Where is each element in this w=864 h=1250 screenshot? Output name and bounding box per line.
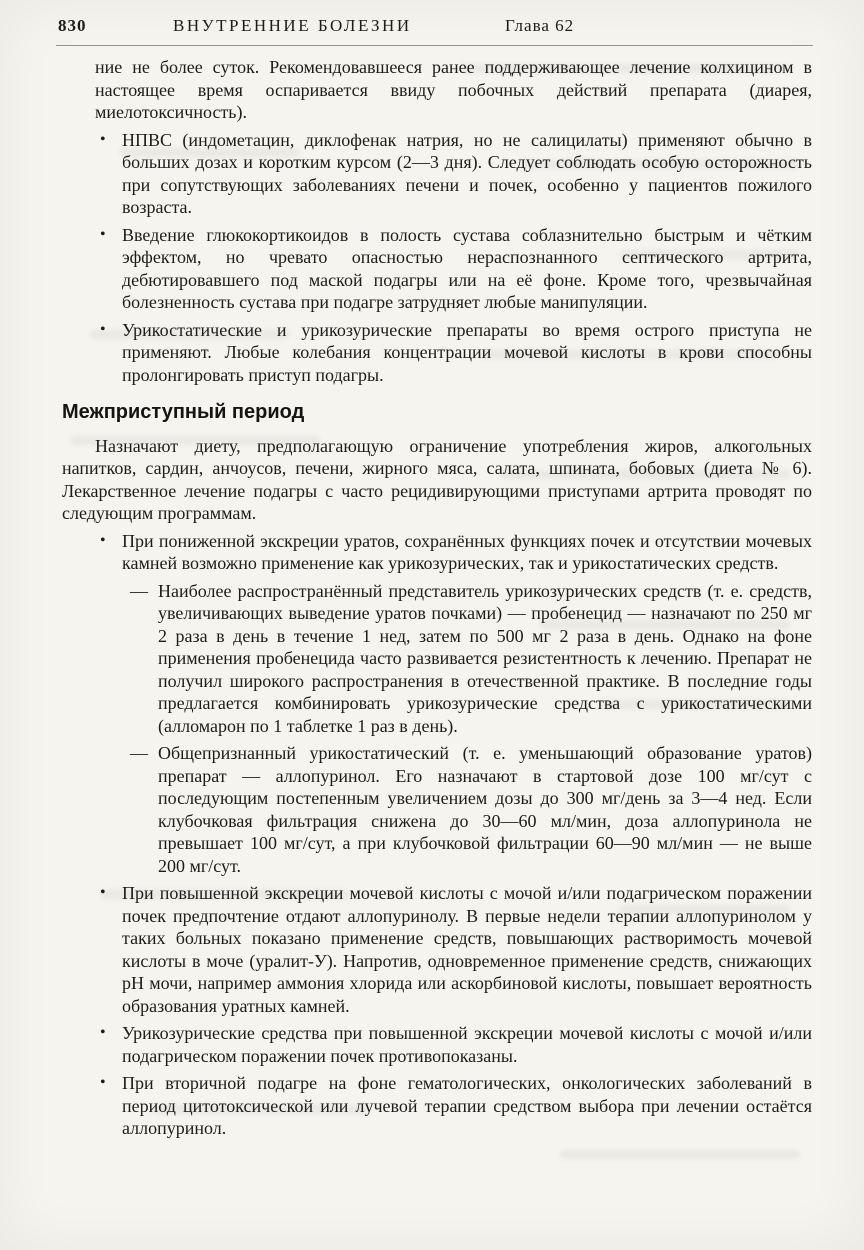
sub-list-item	[130, 742, 812, 877]
continuation-paragraph: ние не более суток. Рекомендовавшееся ранее поддерживающее лечение колхицином в настоящее время оспаривается ввиду побочных действий препарата (диарея, миелотоксичность).	[95, 57, 812, 122]
header-rule	[56, 45, 813, 46]
list-item-text: Урикостатические и урикозурические препараты во время острого приступа не применяют. Любые колебания концентрации мочевой кислоты в крови способны пролонгировать приступ подагры.	[122, 319, 812, 385]
list-item-text: Урикозурические средства при повышенной экскреции мочевой кислоты с мочой и/или подагрическом поражении почек противопоказаны.	[122, 1023, 812, 1066]
list-item-text: Введение глюкокортикоидов в полость сустава соблазнительно быстрым и чётким эффектом, но чревато опасностью нераспознанного септического артрита, дебютировавшего под маской подагры или на её фоне. Кроме того, чрезвычайная болезненность сустава при подагре затрудняет любые манипуляции.	[122, 224, 812, 312]
list-item-text: При пониженной экскреции уратов, сохранённых функциях почек и отсутствии мочевых камней возможно применение как урикозурических, так и урикостатических средств.	[122, 530, 812, 573]
page-body	[62, 56, 812, 1145]
sub-list-item-text: Наиболее распространённый представитель урикозурических средств (т. е. средств, увеличивающих выведение уратов почками) — пробенецид — назначают по 250 мг 2 раза в день в течение 1 нед, затем по 500 мг 2 раза в день. Однако на фоне применения пробенецида часто развивается резистентность к лечению. Препарат не получил широкого распространения в отечественной практике. В последние годы предлагается комбинировать урикозурические средства с урикостатическими (алломарон по 1 таблетке 1 раз в день).	[158, 580, 812, 736]
page-number: 830	[58, 16, 87, 35]
section-intro-paragraph: Назначают диету, предполагающую ограничение употребления жиров, алкогольных напитков, сардин, анчоусов, печени, жирного мяса, салата, шпината, бобовых (диета № 6). Лекарственное лечение подагры с часто рецидивирующими приступами артрита проводят по следующим программам.	[62, 435, 812, 523]
bullet-icon: •	[100, 531, 106, 549]
running-head	[0, 16, 864, 42]
list-item	[100, 882, 812, 1017]
list-item-text: При вторичной подагре на фоне гематологических, онкологических заболеваний в период цитотоксической или лучевой терапии средством выбора при лечении остаётся аллопуринол.	[122, 1073, 812, 1138]
list-item	[100, 530, 812, 575]
dash-icon: —	[130, 743, 148, 763]
sub-list-item	[130, 580, 812, 738]
chapter-label: Глава 62	[505, 16, 575, 35]
bullet-icon: •	[100, 130, 106, 148]
bullet-icon: •	[100, 1024, 106, 1041]
bullet-icon: •	[100, 225, 106, 243]
list-item-text: При повышенной экскреции мочевой кислоты с мочой и/или подагрическом поражении почек предпочтение отдают аллопуринолу. В первые недели терапии аллопуринолом у таких больных показано применение средств, повышающих растворимость мочевой кислоты в моче (уралит-У). Напротив, одновременное применение средств, снижающих pH мочи, например аммония хлорида или аскорбиновой кислоты, повышает вероятность образования уратных камней.	[122, 883, 812, 1016]
running-title: ВНУТРЕННИЕ БОЛЕЗНИ	[173, 16, 412, 35]
list-item	[100, 319, 812, 387]
bullet-icon: •	[100, 884, 106, 901]
bullet-icon: •	[100, 320, 106, 338]
dash-icon: —	[130, 580, 148, 601]
sub-list-item-text: Общепризнанный урикостатический (т. е. уменьшающий образование уратов) препарат — аллопуринол. Его назначают в стартовой дозе 100 мг/сут с последующим постепенным увеличением дозы до 300 мг/день за 3—4 нед. Если клубочковая фильтрация снижена до 30—60 мл/мин, доза аллопуринола не превышает 100 мг/сут, а при клубочковой фильтрации 60—90 мл/мин — не выше 200 мг/сут.	[158, 743, 812, 876]
bullet-icon: •	[100, 1074, 106, 1091]
list-item	[100, 224, 812, 314]
list-item	[100, 1022, 812, 1067]
list-item	[100, 129, 812, 219]
section-heading: Межприступный период	[62, 401, 305, 423]
list-item	[100, 1072, 812, 1140]
list-item-text: НПВС (индометацин, диклофенак натрия, но не салицилаты) применяют обычно в больших дозах и коротким курсом (2—3 дня). Следует соблюдать особую осторожность при сопутствующих заболеваниях печени и почек, особенно у пациентов пожилого возраста.	[122, 129, 812, 217]
